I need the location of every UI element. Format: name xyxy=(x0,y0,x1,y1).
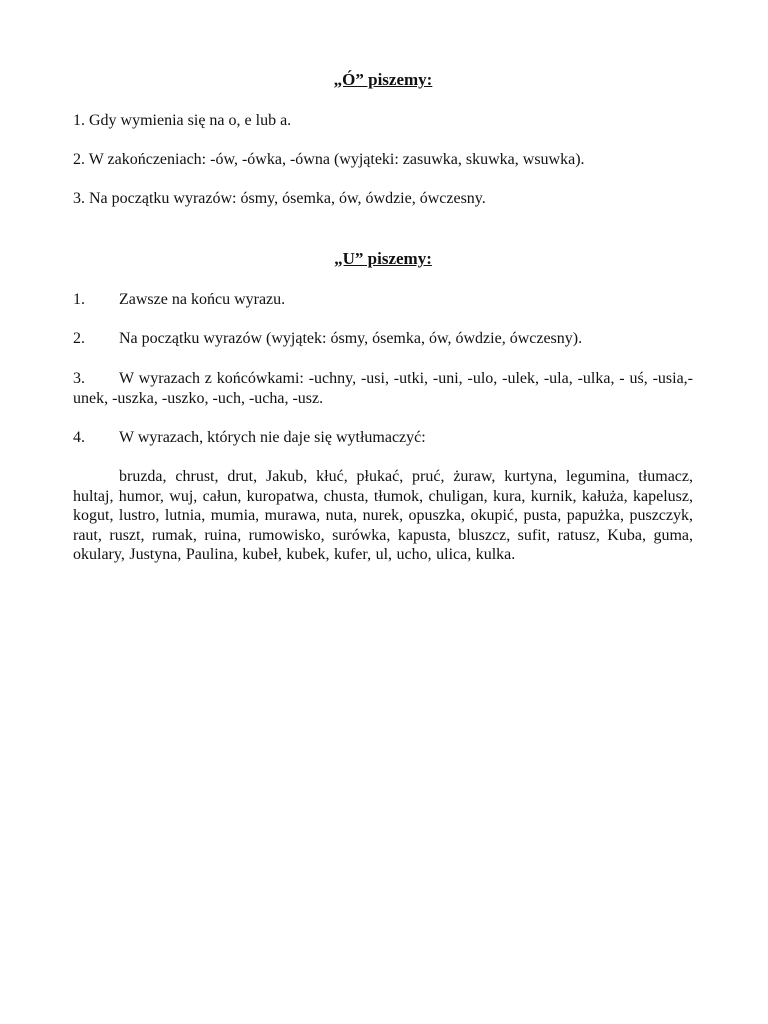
example-words-paragraph: bruzda, chrust, drut, Jakub, kłuć, płukać, pruć, żuraw, kurtyna, legumina, tłumacz, hultaj, humor, wuj, całun, kuropatwa, chusta, tłumok, chuligan, kura, kurnik, kałuża, kapelusz, kogut, lustro, lutnia, mumia, murawa, nuta, nurek, opuszka, okupić, pusta, papużka, puszczyk, raut, ruszt, rumak, ruina, rumowisko, surówka, kapusta, bluszcz, sufit, ratusz, Kuba, guma, okulary, Justyna, Paulina, kubeł, kubek, kufer, ul, ucho, ulica, kulka. xyxy=(73,468,693,563)
rule-number: 2. xyxy=(73,330,85,347)
section-o-title: „Ó” piszemy: xyxy=(333,70,433,89)
section-o-rule-3: 3. Na początku wyrazów: ósmy, ósemka, ów, ówdzie, ówczesny. xyxy=(73,190,486,207)
section-o-rule-2: 2. W zakończeniach: -ów, -ówka, -ówna (wyjąteki: zasuwka, skuwka, wsuwka). xyxy=(73,151,585,168)
rule-text: Na początku wyrazów (wyjątek: ósmy, ósemka, ów, ówdzie, ówczesny). xyxy=(119,330,583,347)
rule-text: Zawsze na końcu wyrazu. xyxy=(119,291,286,308)
rule-text: W wyrazach z końcówkami: -uchny, -usi, -utki, -uni, -ulo, -ulek, -ula, -ulka, - uś, -usia,-unek, -uszka, -uszko, -uch, -ucha, -usz. xyxy=(73,370,693,407)
section-o-rule-1: 1. Gdy wymienia się na o, e lub a. xyxy=(73,112,292,129)
section-u-rule-2 xyxy=(73,329,693,349)
rule-number: 3. xyxy=(73,370,85,387)
section-u-rule-4 xyxy=(73,428,693,448)
section-u-title: „U” piszemy: xyxy=(334,249,432,268)
rule-number: 4. xyxy=(73,429,85,446)
rule-text: W wyrazach, których nie daje się wytłumaczyć: xyxy=(119,429,426,446)
section-u-rule-3 xyxy=(73,369,693,408)
rule-number: 1. xyxy=(73,291,85,308)
section-u-rule-1 xyxy=(73,290,693,310)
